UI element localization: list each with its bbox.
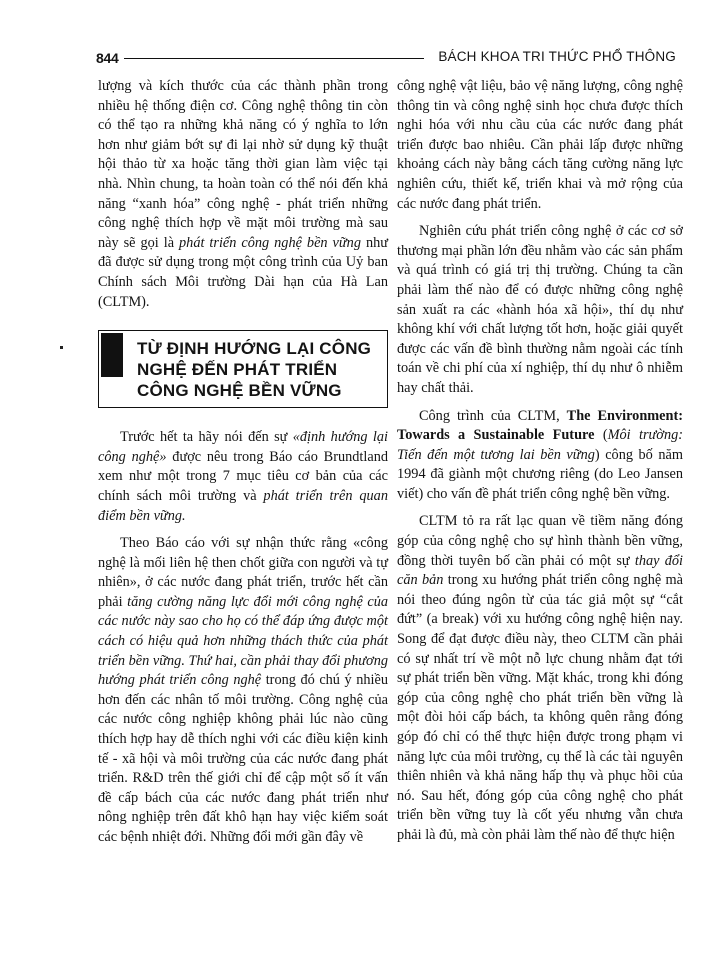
text-span: Công trình của CLTM, <box>419 407 567 424</box>
bold-title: The Environment: Towards a Sustainable Future <box>397 407 683 444</box>
italic-text: tăng cường năng lực đổi mới công nghệ của các nước này sao cho họ có thể đáp ứng được một cách có hiệu quả hơn những thách thức của phát triển bền vững. Thứ hai, cần phải thay đổi phương hướng phát triển công nghệ <box>98 593 388 689</box>
text-span: ) công bố năm 1994 đã giành một chương riêng (do Leo Jansen viết) cho vấn đề phát triển công nghệ bền vững. <box>397 446 683 502</box>
header-rule <box>124 58 424 59</box>
margin-mark <box>60 346 63 349</box>
right-column <box>397 77 683 846</box>
heading-black-block <box>101 333 123 377</box>
paragraph <box>397 512 683 845</box>
text-span: Theo Báo cáo với sự nhận thức rằng «công nghệ là mối liên hệ then chốt giữa con người và tự nhiên», ở các nước đang phát triển, trước hết cần phải <box>98 535 388 610</box>
text-span: ( <box>594 427 608 444</box>
page-header <box>96 44 676 70</box>
italic-text: thay đổi căn bản <box>397 552 683 589</box>
text-span: CLTM tỏ ra rất lạc quan về tiềm năng đóng góp của công nghệ cho sự hình thành bền vững, đồng thời tuyên bố cần phải có một sự <box>397 513 683 569</box>
paragraph <box>98 534 388 848</box>
italic-text: phát triển trên quan điểm bền vững. <box>98 487 388 524</box>
text-span: như đã được sử dụng trong một công trình của Uỷ ban Chính sách Môi trường Dài hạn của Hà Lan (CLTM). <box>98 234 389 310</box>
text-span: được nêu trong Báo cáo Brundtland xem như một trong 7 mục tiêu cơ bản của các chính sách môi trường và <box>98 448 388 504</box>
text-span: lượng và kích thước của các thành phần trong nhiều hệ thống điện cơ. Công nghệ thông tin còn có thể tạo ra những khả năng có ý nghĩa to lớn hơn như giảm bớt sự đi lại nhờ sử dụng kỹ thuật hội thảo từ xa hoặc tăng thời gian làm việc tại nhà. Nhìn chung, ta hoàn toàn có thể nói đến khả năng “xanh hóa” công nghệ - phát triển những công nghệ thích hợp về mặt môi trường mà sau này sẽ gọi là <box>98 78 388 251</box>
section-heading: TỪ ĐỊNH HƯỚNG LẠI CÔNG NGHỆ ĐẾN PHÁT TRIỂN CÔNG NGHỆ BỀN VỮNG <box>137 339 372 401</box>
page-number: 844 <box>96 50 119 66</box>
left-column <box>98 77 388 848</box>
paragraph <box>98 77 388 312</box>
italic-text: phát triển công nghệ bền vững <box>179 234 361 251</box>
paragraph <box>397 407 683 505</box>
paragraph: Nghiên cứu phát triển công nghệ ở các cơ sở thương mại phần lớn đều nhằm vào các sản phẩm và quá trình có giá trị thị trường. Chúng ta cần phải làm thế nào để có được những công nghệ sản xuất ra các «hành hóa xã hội», thí dụ như không khí với chất lượng tốt hơn, hoặc giải quyết được các vấn đề bình thường nằm ngoài các tính toán về chi phí của xí nghiệp, thí dụ như ô nhiễm hay chất thải. <box>397 223 683 396</box>
text-span: Trước hết ta hãy nói đến sự <box>120 429 293 446</box>
paragraph: công nghệ vật liệu, bảo vệ năng lượng, công nghệ thông tin và công nghệ sinh học chưa được thích nghi hóa với nhu cầu của các nước đang phát triển được bao nhiêu. Cần phải lấp được những khoảng cách này bằng cách tăng cường năng lực nghiên cứu, thiết kế, triển khai và mở rộng của các nước đang phát triển. <box>397 78 683 212</box>
text-span: trong xu hướng phát triển công nghệ mà nói theo đúng ngôn từ của tác giả một sự “cắt đứt” (a break) với xu hướng công nghệ hiện nay. Song để đạt được điều này, theo CLTM cần phải có sự nhất trí về một nỗ lực chung nhằm đạt tới sự phát triển bền vững. Mặt khác, trong khi đóng góp của công nghệ cho phát triển bền vững là một đòi hỏi cấp bách, ta không quên rằng đóng góp đó chỉ có thể thực hiện được trong phạm vi năng lực của môi trường, cụ thể là các tài nguyên thiên nhiên và khả năng hấp thụ và phục hồi của nó. Sau hết, đóng góp của công nghệ cho phát triển bền vững tuy là cốt yếu nhưng vẫn chưa phải là đủ, mà còn phải làm thế nào để thực hiện <box>397 572 683 843</box>
book-title: BÁCH KHOA TRI THỨC PHỔ THÔNG <box>438 49 676 64</box>
text-span: trong đó chú ý nhiều hơn đến các nhân tố môi trường. Công nghệ của các nước công nghiệp không phải lúc nào cũng thích hợp hay dễ thích nghi với các điều kiện kinh tế - xã hội và môi trường của các nước đang phát triển. R&D trên thế giới chỉ để cập một số ít vấn đề cấp bách của các nước đang phát triển như nông nghiệp trên đất khô hạn hay việc kiểm soát các bệnh nhiệt đới. Những đổi mới gần đây về <box>98 672 388 845</box>
italic-text: «định hướng lại công nghệ» <box>98 429 388 465</box>
italic-text: Môi trường: Tiến đến một tương lai bền vững <box>397 427 683 463</box>
section-heading-box <box>98 330 388 408</box>
paragraph <box>98 428 388 526</box>
